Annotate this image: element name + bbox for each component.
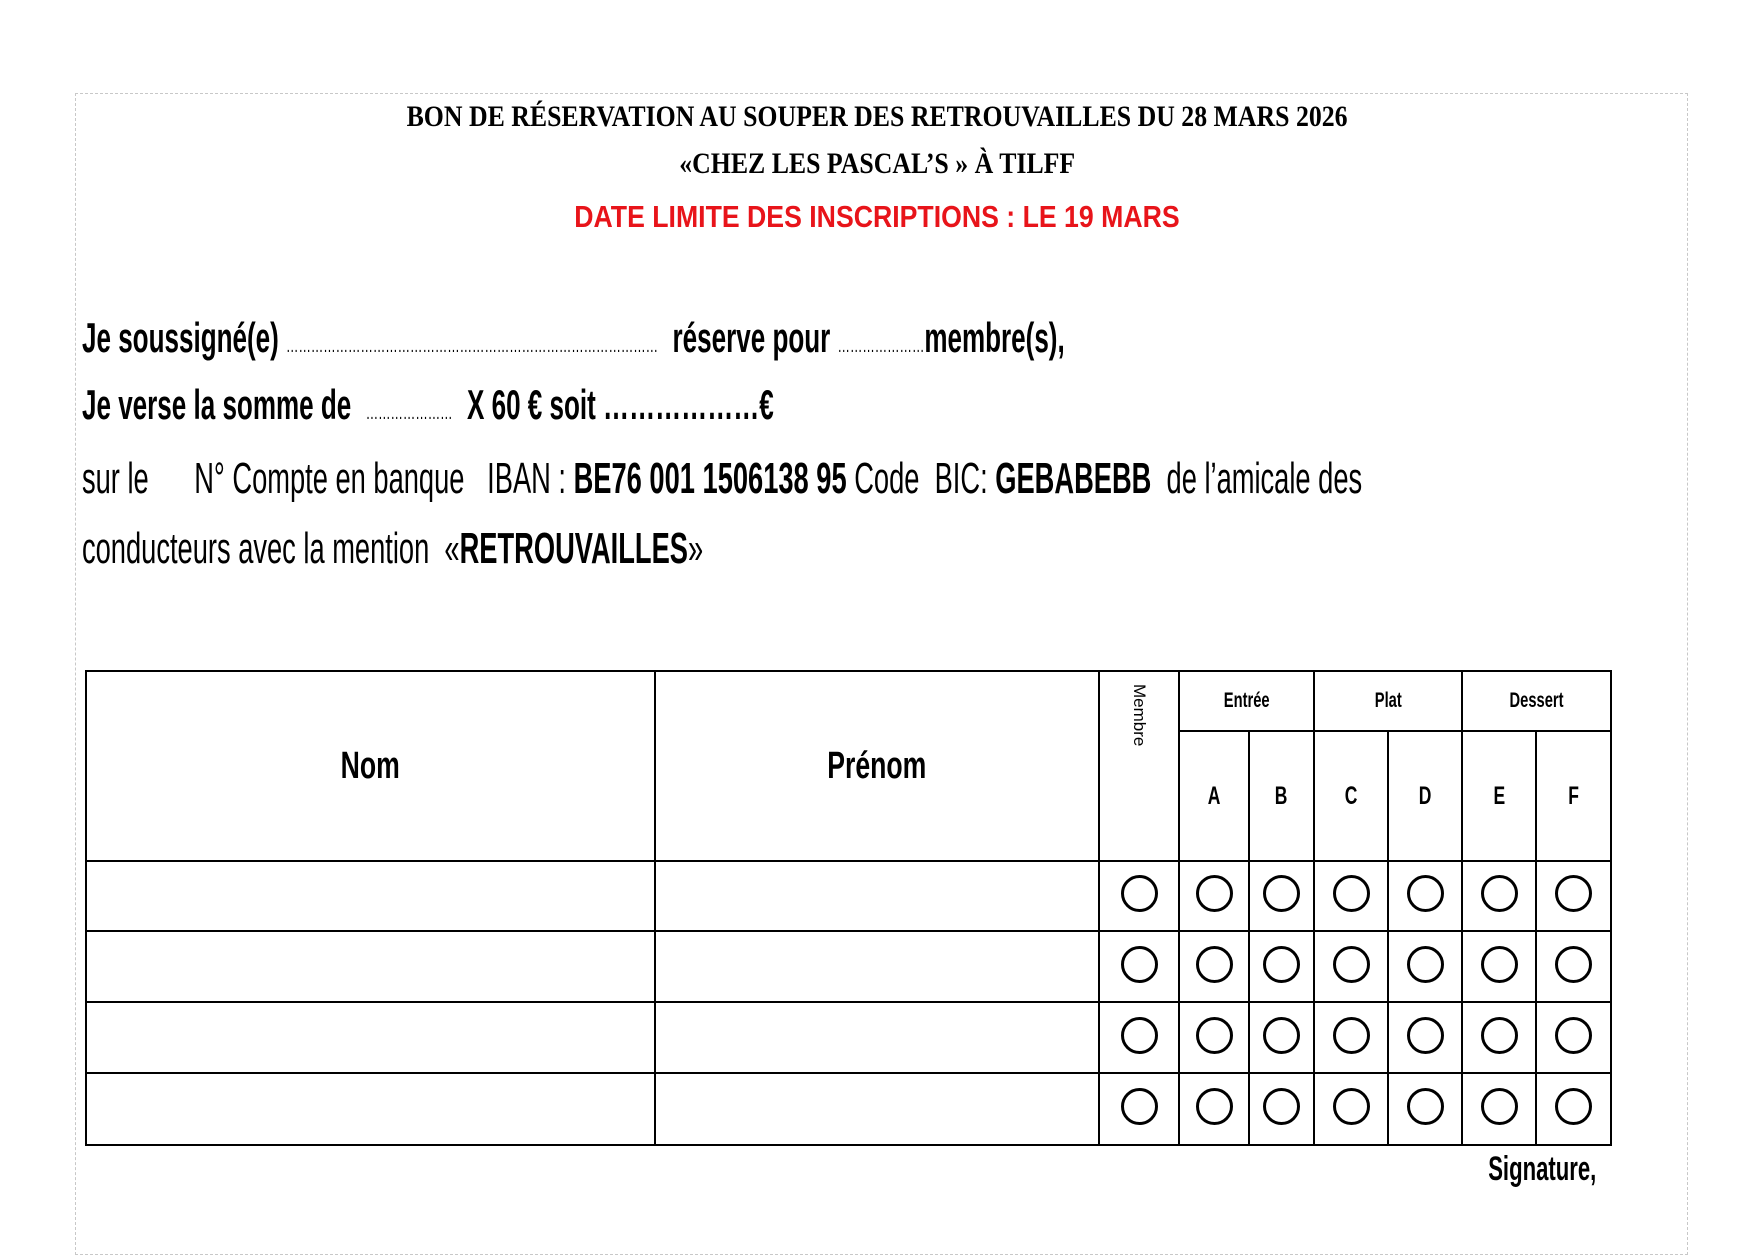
choice-cell-b	[1249, 1002, 1314, 1073]
radio-circle-icon[interactable]	[1121, 1088, 1158, 1125]
nom-cell[interactable]	[86, 931, 655, 1002]
reservation-line	[82, 314, 1065, 362]
radio-circle-icon[interactable]	[1196, 1088, 1233, 1125]
radio-circle-icon[interactable]	[1555, 1088, 1592, 1125]
header-membre	[1099, 671, 1179, 861]
option-letter: C	[1344, 781, 1358, 810]
deadline-notice	[0, 199, 1754, 235]
iban-label: IBAN :	[487, 454, 567, 503]
amount-count-blank[interactable]: …………………	[365, 402, 453, 424]
choice-cell-e	[1462, 861, 1536, 931]
payment-line	[82, 381, 774, 429]
mention-line	[82, 524, 703, 574]
radio-circle-icon[interactable]	[1121, 946, 1158, 983]
soit-label: soit	[549, 381, 596, 428]
choice-cell-b	[1249, 861, 1314, 931]
form-title-text: BON DE RÉSERVATION AU SOUPER DES RETROUVAILLES DU 28 MARS 2026	[406, 100, 1348, 133]
option-letter: E	[1493, 781, 1505, 810]
header-prenom-text: Prénom	[827, 744, 927, 787]
table-row	[86, 931, 1611, 1002]
choice-cell-d	[1388, 1002, 1462, 1073]
choice-cell-membre	[1099, 1002, 1179, 1073]
option-letter: D	[1418, 781, 1432, 810]
choice-cell-c	[1314, 1002, 1388, 1073]
radio-circle-icon[interactable]	[1196, 875, 1233, 912]
amicale-text: de l’amicale des	[1166, 454, 1363, 503]
choice-cell-b	[1249, 931, 1314, 1002]
choice-cell-membre	[1099, 861, 1179, 931]
bic-value: GEBABEBB	[995, 454, 1152, 503]
choice-cell-d	[1388, 931, 1462, 1002]
choice-cell-membre	[1099, 931, 1179, 1002]
choice-cell-a	[1179, 861, 1249, 931]
choice-cell-a	[1179, 1002, 1249, 1073]
table-row	[86, 1002, 1611, 1073]
radio-circle-icon[interactable]	[1333, 946, 1370, 983]
header-membre-text: Membre	[1130, 684, 1149, 747]
nom-cell[interactable]	[86, 861, 655, 931]
header-dessert-text: Dessert	[1509, 689, 1564, 712]
name-blank[interactable]: ………………………………………………………………………………	[286, 335, 659, 357]
choice-cell-e	[1462, 1073, 1536, 1145]
quote-open: «	[444, 524, 460, 573]
radio-circle-icon[interactable]	[1481, 946, 1518, 983]
radio-circle-icon[interactable]	[1121, 875, 1158, 912]
radio-circle-icon[interactable]	[1263, 875, 1300, 912]
deadline-text: DATE LIMITE DES INSCRIPTIONS : LE 19 MARS	[574, 199, 1180, 234]
bank-line	[82, 454, 1362, 504]
radio-circle-icon[interactable]	[1481, 1088, 1518, 1125]
euro-sign: €	[759, 381, 774, 428]
header-option-e	[1462, 731, 1536, 861]
soussigne-label: Je soussigné(e)	[82, 314, 279, 361]
venue-title	[0, 147, 1754, 181]
radio-circle-icon[interactable]	[1407, 875, 1444, 912]
choice-cell-a	[1179, 1073, 1249, 1145]
choice-cell-membre	[1099, 1073, 1179, 1145]
radio-circle-icon[interactable]	[1196, 1017, 1233, 1054]
choice-cell-b	[1249, 1073, 1314, 1145]
radio-circle-icon[interactable]	[1407, 1017, 1444, 1054]
members-count-blank[interactable]: …………………	[837, 335, 925, 357]
header-option-c	[1314, 731, 1388, 861]
reservation-table	[85, 670, 1612, 1146]
choice-cell-c	[1314, 931, 1388, 1002]
mention-label: conducteurs avec la mention	[82, 524, 430, 573]
table-row	[86, 1073, 1611, 1145]
nom-cell[interactable]	[86, 1073, 655, 1145]
header-option-f	[1536, 731, 1611, 861]
iban-value: BE76 001 1506138 95	[573, 454, 847, 503]
radio-circle-icon[interactable]	[1263, 1088, 1300, 1125]
header-prenom	[655, 671, 1099, 861]
header-plat	[1314, 671, 1462, 731]
choice-cell-f	[1536, 861, 1611, 931]
header-entree	[1179, 671, 1314, 731]
radio-circle-icon[interactable]	[1481, 875, 1518, 912]
header-option-b	[1249, 731, 1314, 861]
signature-label: Signature,	[1487, 1150, 1596, 1188]
choice-cell-c	[1314, 1073, 1388, 1145]
total-blank[interactable]: ………………	[603, 381, 760, 428]
choice-cell-f	[1536, 1073, 1611, 1145]
venue-title-text: «CHEZ LES PASCAL’S » À TILFF	[679, 147, 1075, 180]
choice-cell-e	[1462, 931, 1536, 1002]
option-letter: F	[1568, 781, 1579, 810]
header-nom-text: Nom	[340, 744, 401, 787]
choice-cell-f	[1536, 1002, 1611, 1073]
mention-value: RETROUVAILLES	[459, 524, 688, 573]
prenom-cell[interactable]	[655, 1073, 1099, 1145]
reserve-label: réserve pour	[672, 314, 831, 361]
radio-circle-icon[interactable]	[1481, 1017, 1518, 1054]
radio-circle-icon[interactable]	[1555, 946, 1592, 983]
choice-cell-c	[1314, 861, 1388, 931]
form-title	[0, 100, 1754, 134]
choice-cell-a	[1179, 931, 1249, 1002]
radio-circle-icon[interactable]	[1555, 1017, 1592, 1054]
unit-price: X 60 €	[467, 381, 543, 428]
header-option-a	[1179, 731, 1249, 861]
radio-circle-icon[interactable]	[1407, 946, 1444, 983]
bic-label: BIC:	[934, 454, 988, 503]
header-plat-text: Plat	[1374, 689, 1402, 712]
account-label: N° Compte en banque	[194, 454, 465, 503]
radio-circle-icon[interactable]	[1333, 875, 1370, 912]
choice-cell-f	[1536, 931, 1611, 1002]
sur-le-text: sur le	[82, 454, 149, 503]
table-row	[86, 861, 1611, 931]
radio-circle-icon[interactable]	[1407, 1088, 1444, 1125]
radio-circle-icon[interactable]	[1263, 946, 1300, 983]
header-option-d	[1388, 731, 1462, 861]
radio-circle-icon[interactable]	[1333, 1088, 1370, 1125]
radio-circle-icon[interactable]	[1121, 1017, 1158, 1054]
radio-circle-icon[interactable]	[1555, 875, 1592, 912]
prenom-cell[interactable]	[655, 1002, 1099, 1073]
nom-cell[interactable]	[86, 1002, 655, 1073]
radio-circle-icon[interactable]	[1333, 1017, 1370, 1054]
header-dessert	[1462, 671, 1611, 731]
quote-close: »	[687, 524, 704, 573]
radio-circle-icon[interactable]	[1196, 946, 1233, 983]
prenom-cell[interactable]	[655, 931, 1099, 1002]
header-nom	[86, 671, 655, 861]
radio-circle-icon[interactable]	[1263, 1017, 1300, 1054]
choice-cell-e	[1462, 1002, 1536, 1073]
option-letter: B	[1275, 781, 1288, 810]
code-label: Code	[854, 454, 920, 503]
members-label: membre(s),	[924, 314, 1065, 361]
choice-cell-d	[1388, 1073, 1462, 1145]
prenom-cell[interactable]	[655, 861, 1099, 931]
option-letter: A	[1207, 781, 1221, 810]
verse-label: Je verse la somme de	[82, 381, 352, 428]
choice-cell-d	[1388, 861, 1462, 931]
header-entree-text: Entrée	[1223, 689, 1270, 712]
